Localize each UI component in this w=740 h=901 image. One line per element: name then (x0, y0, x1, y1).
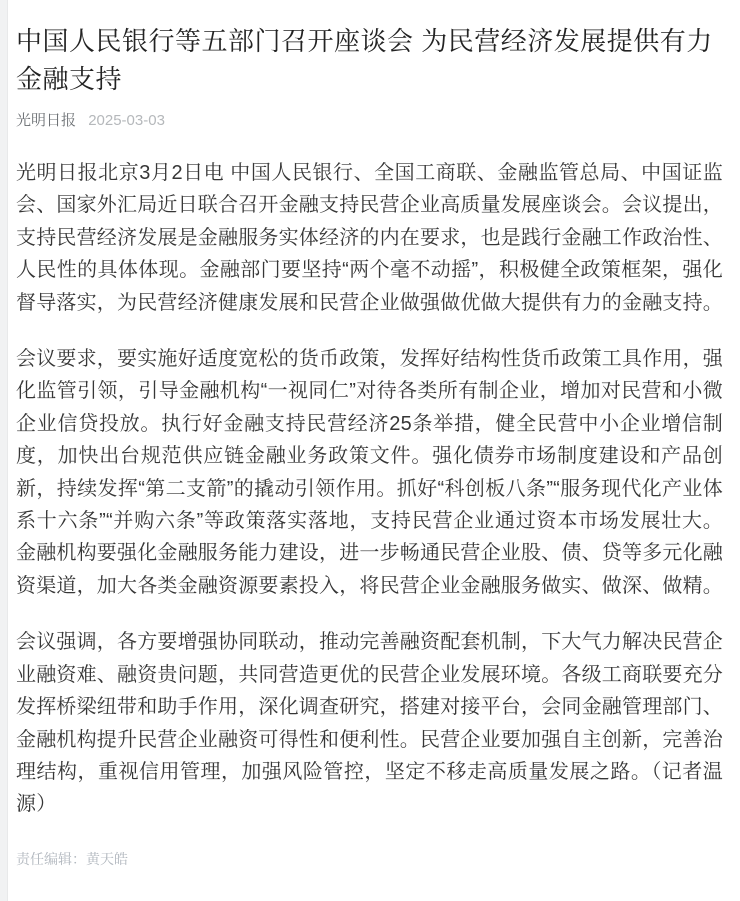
article-byline (16, 110, 723, 131)
article-main (8, 0, 740, 901)
article-paragraph-2: 会议要求，要实施好适度宽松的货币政策，发挥好结构性货币政策工具作用，强化监管引领，引导金融机构“一视同仁”对待各类所有制企业，增加对民营和小微企业信贷投放。执行好金融支持民营经济25条举措，健全民营中小企业增信制度，加快出台规范供应链金融业务政策文件。强化债券市场制度建设和产品创新，持续发挥“第二支箭”的撬动引领作用。抓好“科创板八条”“服务现代化产业体系十六条”“并购六条”等政策落实落地，支持民营企业通过资本市场发展壮大。金融机构要强化金融服务能力建设，进一步畅通民营企业股、债、贷等多元化融资渠道，加大各类金融资源要素投入，将民营企业金融服务做实、做深、做精。 (16, 348, 723, 597)
article-source[interactable]: 光明日报 (16, 112, 77, 129)
article-title: 中国人民银行等五部门召开座谈会 为民营经济发展提供有力金融支持 (16, 26, 713, 94)
article-body (16, 157, 723, 821)
article-date: 2025-03-03 (88, 112, 165, 129)
article-paragraph-3: 会议强调，各方要增强协同联动，推动完善融资配套机制，下大气力解决民营企业融资难、融资贵问题，共同营造更优的民营企业发展环境。各级工商联要充分发挥桥梁纽带和助手作用，深化调查研究，搭建对接平台，会同金融管理部门、金融机构提升民营企业融资可得性和便利性。民营企业要加强自主创新，完善治理结构，重视信用管理，加强风险管控，坚定不移走高质量发展之路。（记者温源） (16, 631, 723, 816)
article-paragraph-1: 光明日报北京3月2日电 中国人民银行、全国工商联、金融监管总局、中国证监会、国家外汇局近日联合召开金融支持民营企业高质量发展座谈会。会议提出，支持民营经济发展是金融服务实体经济的内在要求，也是践行金融工作政治性、人民性的具体体现。金融部门要坚持“两个毫不动摇”，积极健全政策框架，强化督导落实，为民营经济健康发展和民营企业做强做优做大提供有力的金融支持。 (16, 162, 723, 314)
page-left-gutter (0, 0, 8, 901)
editor-credit: 责任编辑：黄天皓 (16, 850, 128, 867)
